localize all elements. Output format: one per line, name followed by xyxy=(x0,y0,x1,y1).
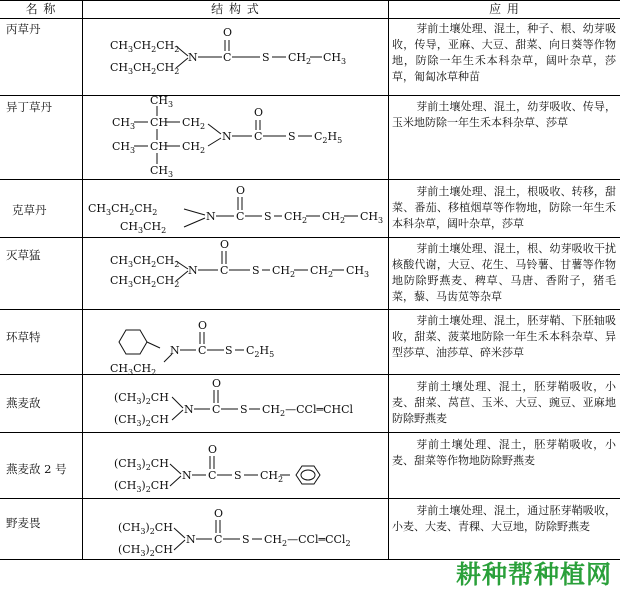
row-name: 燕麦敌 2 号 xyxy=(6,462,67,476)
formula-text: C2H5 xyxy=(246,344,275,359)
formula-text: O xyxy=(236,184,246,197)
formula-text: N xyxy=(186,533,196,546)
site-watermark: 耕种帮种植网 xyxy=(455,560,612,589)
formula-text: CH xyxy=(150,140,169,153)
formula-text: C xyxy=(220,264,229,277)
row-name: 丙草丹 xyxy=(6,22,41,36)
structure-formula xyxy=(84,433,386,498)
formula-text: CH3CH2CH2 xyxy=(110,254,180,269)
formula-text: CH3CH2CH2 xyxy=(110,274,180,289)
formula-text: N xyxy=(206,210,216,223)
formula-text: CH2 xyxy=(272,264,296,279)
formula-text: O xyxy=(212,377,222,390)
formula-text: S xyxy=(288,130,296,143)
row-use: 芽前土壤处理、混土，种子、根、幼芽吸收，传导，亚麻、大豆、甜菜、向日葵等作物地，防除一年生禾本科杂草，阔叶杂草，莎草，匍匐冰草种苗 xyxy=(392,22,616,83)
row-name: 环草特 xyxy=(6,330,41,344)
formula-text: N xyxy=(188,264,198,277)
formula-text: O xyxy=(198,319,208,332)
structure-formula xyxy=(84,238,386,309)
formula-text: CH3CH2CH2 xyxy=(88,202,158,217)
header-use: 应 用 xyxy=(489,2,520,16)
formula-text: CH3 xyxy=(360,210,384,225)
formula-text: C xyxy=(198,344,207,357)
formula-text: CH2 xyxy=(284,210,308,225)
row-name: 异丁草丹 xyxy=(6,100,52,114)
formula-text: S xyxy=(264,210,272,223)
formula-text: CH2 xyxy=(260,469,284,484)
formula-text: O xyxy=(208,443,218,456)
formula-text: O xyxy=(254,106,264,119)
header-structure: 结 构 式 xyxy=(211,2,260,16)
formula-text: CH2—CCl═CHCl xyxy=(262,403,354,418)
formula-text: CH3 xyxy=(112,140,136,155)
formula-text: (CH3)2CH xyxy=(118,543,173,558)
formula-text: CH3CH2CH2 xyxy=(110,39,180,54)
formula-text: O xyxy=(220,238,230,251)
header-name: 名 称 xyxy=(25,2,57,16)
structure-formula xyxy=(84,499,386,559)
structure-formula xyxy=(84,96,386,179)
benzene-ring xyxy=(296,466,320,484)
row-use: 芽前土壤处理、混土，通过胚芽鞘吸收，小麦、大麦、青稞、大豆地，防除野燕麦 xyxy=(392,504,616,533)
formula-text: C xyxy=(208,469,217,482)
formula-text: C xyxy=(236,210,245,223)
formula-text: CH3 xyxy=(323,51,347,66)
formula-text: N xyxy=(188,51,198,64)
row-name: 燕麦敌 xyxy=(6,396,41,410)
formula-text: N xyxy=(170,344,180,357)
row-use: 芽前土壤处理、混土，幼芽吸收、传导，玉米地防除一年生禾本科杂草、莎草 xyxy=(392,100,616,129)
formula-text: (CH3)2CH xyxy=(114,413,169,428)
formula-text: CH3 xyxy=(150,96,174,109)
structure-formula xyxy=(84,180,386,237)
row-name: 野麦畏 xyxy=(6,516,41,530)
formula-text: C2H5 xyxy=(314,130,343,145)
formula-text: CH2 xyxy=(310,264,334,279)
row-use: 芽前土壤处理、混土，胚芽鞘吸收，小麦、甜菜、莴苣、玉米、大豆、豌豆、亚麻地防除野燕麦 xyxy=(392,380,616,425)
formula-text: C xyxy=(223,51,232,64)
row-use: 芽前土壤处理、混土，根、幼芽吸收干扰核酸代谢，大豆、花生、马铃薯、甘薯等作物地防除野燕麦、稗草、马唐、香附子，猪毛菜，藜、马齿苋等杂草 xyxy=(392,242,616,303)
formula-text: O xyxy=(223,26,233,39)
formula-text: CH2—CCl═CCl2 xyxy=(264,533,351,548)
formula-text: (CH3)2CH xyxy=(114,457,169,472)
row-use: 芽前土壤处理、混土，根吸收、转移，甜菜、番茄、移植烟草等作物地，防除一年生禾本科杂草，阔叶杂草，莎草 xyxy=(392,185,616,230)
structure-formula xyxy=(84,375,386,432)
structure-formula xyxy=(84,19,386,95)
formula-text: CH3 xyxy=(346,264,370,279)
formula-text: CH2 xyxy=(182,140,206,155)
row-name: 灭草猛 xyxy=(6,248,41,262)
formula-text: C xyxy=(254,130,263,143)
formula-text: CH2 xyxy=(288,51,312,66)
formula-text: C xyxy=(212,403,221,416)
formula-text: CH xyxy=(150,116,169,129)
row-name: 克草丹 xyxy=(12,203,47,217)
formula-text: S xyxy=(252,264,260,277)
formula-text: S xyxy=(240,403,248,416)
formula-text: N xyxy=(222,130,232,143)
row-use: 芽前土壤处理、混土，胚芽鞘、下胚轴吸收，甜菜、菠菜地防除一年生禾本科杂草、异型莎草、油莎草、碎米莎草 xyxy=(392,314,616,359)
formula-text: CH3CH2CH2 xyxy=(110,61,180,76)
formula-text: S xyxy=(225,344,233,357)
formula-text: N xyxy=(184,403,194,416)
formula-text: S xyxy=(262,51,270,64)
structure-formula xyxy=(84,310,386,374)
formula-text: CH2 xyxy=(182,116,206,131)
formula-text: (CH3)2CH xyxy=(118,521,173,536)
formula-text: O xyxy=(214,507,224,520)
formula-text: (CH3)2CH xyxy=(114,479,169,494)
formula-text: CH3 xyxy=(112,116,136,131)
formula-text: CH3 xyxy=(150,164,174,179)
formula-text: CH3CH2 xyxy=(120,220,167,235)
row-use: 芽前土壤处理、混土，胚芽鞘吸收，小麦、甜菜等作物地防除野燕麦 xyxy=(392,438,616,467)
cyclohexyl-ring xyxy=(119,330,147,354)
formula-text: CH2 xyxy=(322,210,346,225)
formula-text: CH3CH2 xyxy=(110,362,157,374)
formula-text: N xyxy=(182,469,192,482)
formula-text: C xyxy=(214,533,223,546)
formula-text: S xyxy=(242,533,250,546)
formula-text: (CH3)2CH xyxy=(114,391,169,406)
formula-text: S xyxy=(234,469,242,482)
